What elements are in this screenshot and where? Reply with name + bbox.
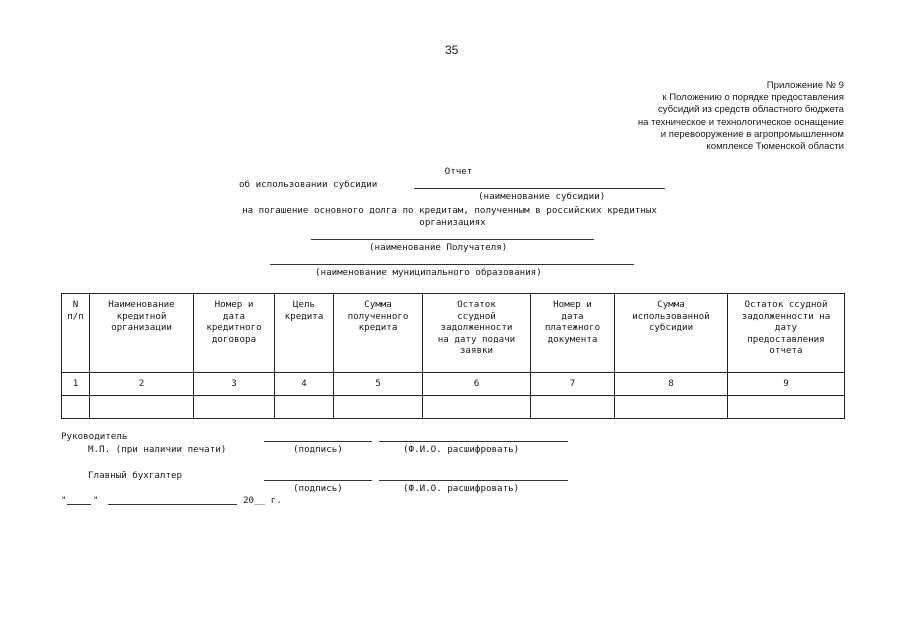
head-signature-caption: (подпись): [293, 444, 343, 455]
table-cell[interactable]: [62, 396, 90, 419]
purpose-line-1: на погашение основного долга по кредитам, полученным в российских кредитных: [242, 205, 657, 216]
report-title: Отчет: [444, 166, 473, 177]
header-cell: Сумма полученного кредита: [334, 294, 423, 373]
table-cell[interactable]: [728, 396, 845, 419]
accountant-name-caption: (Ф.И.О. расшифровать): [403, 483, 520, 494]
report-table: [61, 293, 845, 419]
subsidy-prefix: об использовании субсидии: [239, 179, 378, 190]
header-cell: Наименование кредитной организации: [90, 294, 194, 373]
header-cell: Цель кредита: [275, 294, 334, 373]
column-number-cell: 9: [728, 373, 845, 396]
column-number-cell: 3: [194, 373, 275, 396]
accountant-label: Главный бухгалтер: [88, 470, 183, 481]
header-cell: N п/п: [62, 294, 90, 373]
table-cell[interactable]: [531, 396, 615, 419]
column-number-cell: 1: [62, 373, 90, 396]
accountant-signature-line: [264, 480, 372, 481]
accountant-signature-caption: (подпись): [293, 483, 343, 494]
header-cell: Сумма использованной субсидии: [615, 294, 728, 373]
table-cell[interactable]: [90, 396, 194, 419]
table-cell[interactable]: [275, 396, 334, 419]
appendix-line: к Положению о порядке предоставления: [662, 92, 844, 104]
column-number-cell: 5: [334, 373, 423, 396]
head-name-caption: (Ф.И.О. расшифровать): [403, 444, 520, 455]
head-signature-line: [264, 441, 372, 442]
table-header-row: [62, 294, 845, 373]
appendix-line: субсидий из средств областного бюджета: [657, 104, 844, 116]
head-label: Руководитель: [61, 431, 128, 442]
date-close-quote: ": [93, 495, 99, 506]
column-number-cell: 2: [90, 373, 194, 396]
date-day-line: [67, 504, 91, 505]
header-cell: Номер и дата кредитного договора: [194, 294, 275, 373]
appendix-line: комплексе Тюменской области: [706, 141, 844, 153]
subsidy-name-line: [414, 188, 665, 189]
date-open-quote: ": [61, 495, 67, 506]
page-number: 35: [445, 43, 459, 57]
appendix-line: и перевооружение в агропромышленном: [660, 128, 844, 140]
recipient-name-line: [311, 239, 594, 240]
header-cell: Остаток ссудной задолженности на дату предоставления отчета: [728, 294, 845, 373]
recipient-caption: (наименование Получателя): [369, 242, 508, 253]
date-month-line: [108, 504, 237, 505]
municipality-name-line: [270, 264, 634, 265]
table-number-row: [62, 373, 845, 396]
table-cell[interactable]: [423, 396, 531, 419]
column-number-cell: 7: [531, 373, 615, 396]
head-name-line: [379, 441, 568, 442]
appendix-block: [638, 80, 844, 153]
subsidy-caption: (наименование субсидии): [478, 191, 606, 202]
appendix-line: на техническое и технологическое оснащение: [637, 116, 844, 128]
date-year: 20__ г.: [243, 495, 282, 506]
table-cell[interactable]: [615, 396, 728, 419]
table-row: [62, 396, 845, 419]
table-cell[interactable]: [334, 396, 423, 419]
header-cell: Остаток ссудной задолженности на дату подачи заявки: [423, 294, 531, 373]
column-number-cell: 6: [423, 373, 531, 396]
column-number-cell: 8: [615, 373, 728, 396]
stamp-label: М.П. (при наличии печати): [88, 444, 227, 455]
accountant-name-line: [379, 480, 568, 481]
table-cell[interactable]: [194, 396, 275, 419]
column-number-cell: 4: [275, 373, 334, 396]
appendix-line: Приложение № 9: [766, 80, 844, 91]
header-cell: Номер и дата платежного документа: [531, 294, 615, 373]
purpose-line-2: организациях: [419, 217, 486, 228]
municipality-caption: (наименование муниципального образования): [315, 267, 542, 278]
